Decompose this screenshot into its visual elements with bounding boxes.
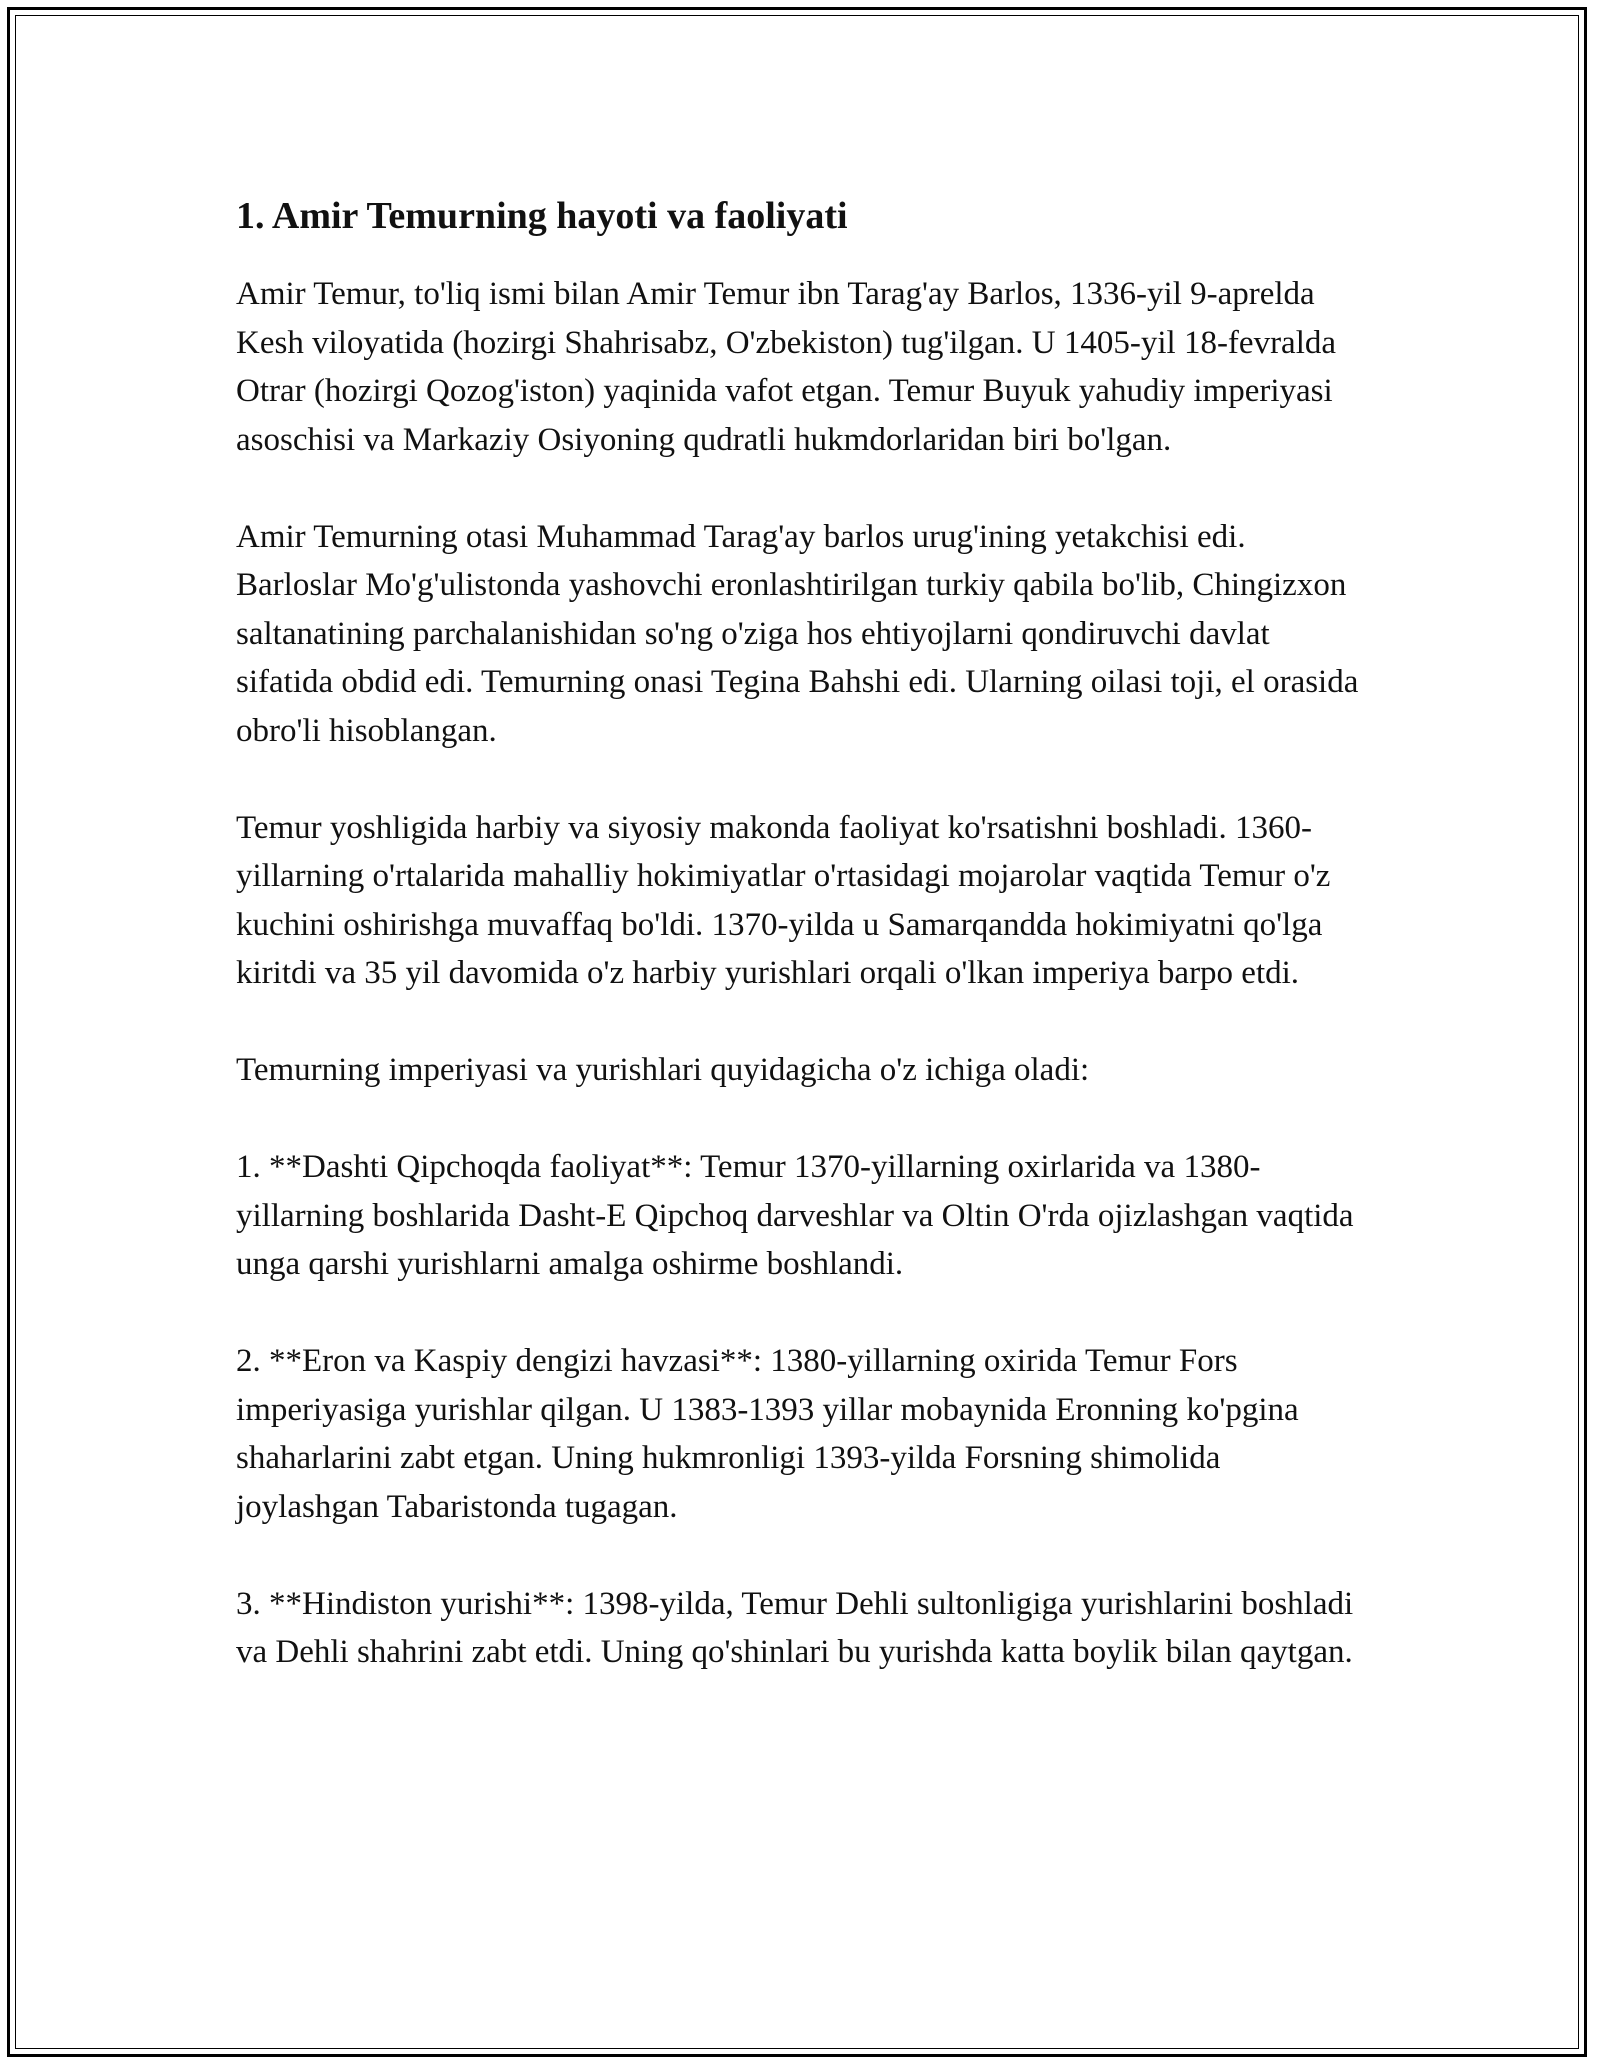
paragraph-family: Amir Temurning otasi Muhammad Tarag'ay barlos urug'ining yetakchisi edi. Barloslar Mo'g'ulistonda yashovchi eronlashtirilgan turkiy qabila bo'lib, Chingizxon saltanatining parchalanishidan so'ng o'ziga hos ehtiyojlarni qondiruvchi davlat sifatida obdid edi. Temurning onasi Tegina Bahshi edi. Ularning oilasi toji, el orasida obro'li hisoblangan. bbox=[236, 518, 1359, 749]
paragraph-biography: Amir Temur, to'liq ismi bilan Amir Temur ibn Tarag'ay Barlos, 1336-yil 9-aprelda Kesh viloyatida (hozirgi Shahrisabz, O'zbekiston) tug'ilgan. U 1405-yil 18-fevralda Otrar (hozirgi Qozog'iston) yaqinida vafot etgan. Temur Buyuk yahudiy imperiyasi asoschisi va Markaziy Osiyoning qudratli hukmdorlaridan biri bo'lgan. bbox=[236, 276, 1337, 458]
paragraph-rise-to-power: Temur yoshligida harbiy va siyosiy makonda faoliyat ko'rsatishni boshladi. 1360-yillarning o'rtalarida mahalliy hokimiyatlar o'rtasidagi mojarolar vaqtida Temur o'z kuchini oshirishga muvaffaq bo'ldi. 1370-yilda u Samarqandda hokimiyatni qo'lga kiritdi va 35 yil davomida o'z harbiy yurishlari orqali o'lkan imperiya barpo etdi. bbox=[236, 809, 1331, 991]
document-title: 1. Amir Temurning hayoti va faoliyati bbox=[236, 195, 848, 237]
list-item-hindiston: 3. **Hindiston yurishi**: 1398-yilda, Temur Dehli sultonligiga yurishlarini boshladi va Dehli shahrini zabt etdi. Uning qo'shinlari bu yurishda katta boylik bilan qaytgan. bbox=[236, 1585, 1354, 1670]
list-item-eron-kaspiy: 2. **Eron va Kaspiy dengizi havzasi**: 1380-yillarning oxirida Temur Fors imperiyasiga yurishlar qilgan. U 1383-1393 yillar mobaynida Eronning ko'pgina shaharlarini zabt etgan. Uning hukmronligi 1393-yilda Forsning shimolida joylashgan Tabaristonda tugagan. bbox=[236, 1343, 1299, 1525]
document-body bbox=[236, 188, 1366, 1677]
list-item-dashti-qipchoq: 1. **Dashti Qipchoqda faoliyat**: Temur 1370-yillarning oxirlarida va 1380-yillarning boshlarida Dasht-E Qipchoq darveshlar va Oltin O'rda ojizlashgan vaqtida unga qarshi yurishlarni amalga oshirme boshlandi. bbox=[236, 1149, 1354, 1282]
paragraph-campaigns-intro: Temurning imperiyasi va yurishlari quyidagicha o'z ichiga oladi: bbox=[236, 1052, 1090, 1088]
